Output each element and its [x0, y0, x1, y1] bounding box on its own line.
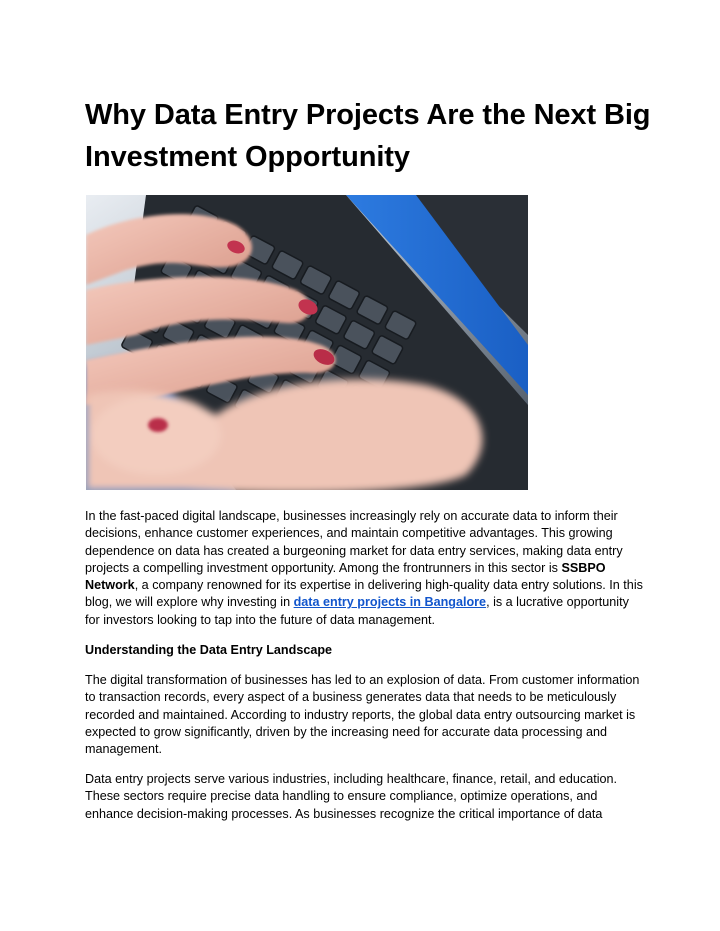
keyboard-typing-photo	[86, 195, 528, 490]
bangalore-projects-link[interactable]: data entry projects in Bangalore	[293, 595, 487, 610]
intro-text-3: , is a lucrative opportunity for investors looking to tap into the future of data management.	[85, 595, 629, 627]
page-title: Why Data Entry Projects Are the Next Big Investment Opportunity	[85, 99, 651, 173]
hero-image	[86, 195, 528, 490]
intro-text-2: , a company renowned for its expertise in delivering high-quality data entry solutions. In this blog, we will explore why investing in	[85, 578, 643, 610]
company-name: SSBPO Network	[85, 560, 606, 593]
intro-paragraph	[85, 508, 645, 629]
industries-paragraph: Data entry projects serve various industries, including healthcare, finance, retail, and education. These sectors require precise data handling to ensure compliance, optimize operations, and enhance decision-making processes. As businesses recognize the critical importance of data	[85, 772, 618, 821]
landscape-paragraph: The digital transformation of businesses has led to an explosion of data. From customer information to transaction records, every aspect of a business generates data that needs to be meticulously recorded and maintained. According to industry reports, the global data entry outsourcing market is expected to grow significantly, driven by the increasing need for accurate data processing and management.	[85, 673, 640, 757]
intro-text-1: In the fast-paced digital landscape, businesses increasingly rely on accurate data to inform their decisions, enhance customer experiences, and maintain competitive advantages. This growing dependence on data has created a burgeoning market for data entry services, making data entry projects a compelling investment opportunity. Among the frontrunners in this sector is	[85, 509, 623, 575]
section-heading: Understanding the Data Entry Landscape	[85, 643, 333, 657]
